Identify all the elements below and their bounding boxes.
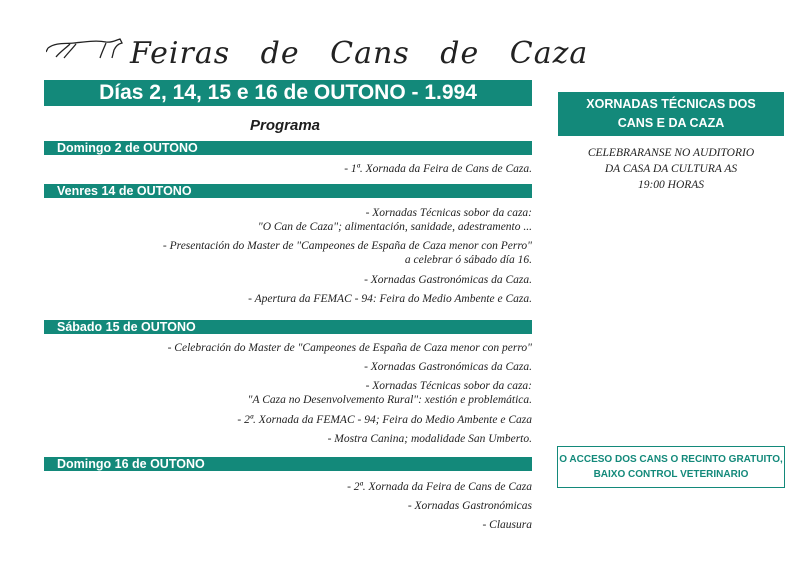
list-item: - Clausura	[482, 519, 532, 531]
technical-sessions-subtitle: CANS E DA CAZA	[617, 116, 725, 130]
list-item: - Xornadas Técnicas sobor da caza:	[365, 207, 532, 219]
header	[46, 34, 589, 74]
list-item: - Xornadas Gastronómicas da Caza.	[364, 361, 532, 373]
day-header: Sábado 15 de OUTONO	[44, 320, 532, 334]
venue-note-line: DA CASA DA CULTURA AS	[604, 163, 738, 175]
list-item: - Apertura da FEMAC - 94: Feira do Medio Ambente e Caza.	[248, 293, 532, 305]
day-header: Domingo 16 de OUTONO	[44, 457, 532, 471]
venue-note	[558, 145, 784, 193]
program-label: Programa	[250, 117, 321, 134]
list-item: "A Caza no Desenvolvemento Rural": xestión e problemática.	[247, 394, 532, 406]
list-item: - 2ª. Xornada da Feira de Cans de Caza	[347, 481, 532, 493]
technical-sessions-box	[558, 92, 784, 136]
list-item: - 2ª. Xornada da FEMAC - 94; Feira do Medio Ambente e Caza	[237, 414, 532, 426]
venue-note-line: CELEBRARANSE NO AUDITORIO	[587, 147, 755, 159]
list-item: - 1ª. Xornada da Feira de Cans de Caza.	[344, 163, 532, 175]
list-item: a celebrar ó sábado día 16.	[404, 254, 532, 266]
list-item: - Xornadas Gastronómicas	[407, 500, 532, 512]
list-item: - Presentación do Master de "Campeones de España de Caza menor con Perro"	[162, 240, 532, 252]
access-notice-line: BAIXO CONTROL VETERINARIO	[593, 469, 749, 480]
day-header: Venres 14 de OUTONO	[44, 184, 532, 198]
list-item: - Xornadas Gastronómicas da Caza.	[364, 274, 532, 286]
venue-note-line: 19:00 HORAS	[637, 179, 705, 191]
hunting-dog-icon	[46, 34, 124, 60]
list-item: - Celebración do Master de "Campeones de España de Caza menor con perro"	[167, 342, 532, 354]
list-item: "O Can de Caza"; alimentación, sanidade, adestramento ...	[257, 221, 532, 233]
access-notice-line: O ACCESO DOS CANS O RECINTO GRATUITO,	[559, 454, 783, 465]
access-notice	[557, 446, 785, 488]
technical-sessions-title: XORNADAS TÉCNICAS DOS	[586, 97, 756, 111]
page-title: Feiras de Cans de Caza	[130, 36, 589, 71]
list-item: - Xornadas Técnicas sobor da caza:	[365, 380, 532, 392]
dates-banner: Días 2, 14, 15 e 16 de OUTONO - 1.994	[44, 80, 532, 106]
list-item: - Mostra Canina; modalidade San Umberto.	[327, 433, 532, 445]
day-header: Domingo 2 de OUTONO	[44, 141, 532, 155]
